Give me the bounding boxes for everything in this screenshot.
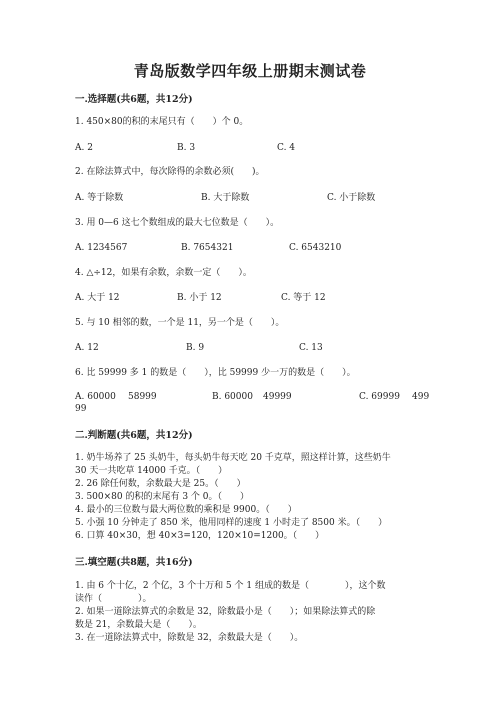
option-b: B. 小于 12 <box>177 293 222 303</box>
section-heading-choice: 一.选择题(共6题，共12分) <box>75 94 193 105</box>
judge-item-continued: 30 天一共吃草 14000 千克。（ ） <box>75 466 228 476</box>
section-heading-judge: 二.判断题(共6题，共12分) <box>75 430 193 441</box>
judge-item: 6. 口算 40×30，想 40×3=120，120×10=1200。（ ） <box>75 531 325 541</box>
option-b: B. 60000 <box>212 392 253 402</box>
fill-item: 1. 由 6 个十亿，2 个亿，3 个十万和 5 个 1 组成的数是（ ），这个数 <box>75 581 386 591</box>
fill-item-continued: 数是 21，余数最大是（ ）。 <box>75 620 202 630</box>
question-stem: 5. 与 10 相邻的数，一个是 11，另一个是（ ）。 <box>75 318 285 328</box>
option-b: B. 大于除数 <box>201 193 250 203</box>
option-b: B. 3 <box>177 143 196 153</box>
option-b-value: 49999 <box>263 392 292 402</box>
option-a: A. 等于除数 <box>75 193 124 203</box>
question-stem: 6. 比 59999 多 1 的数是（ ），比 59999 少一万的数是（ ）。 <box>75 368 356 378</box>
option-a: A. 12 <box>75 343 99 353</box>
question-stem: 3. 用 0—6 这七个数组成的最大七位数是（ ）。 <box>75 218 280 228</box>
judge-item: 1. 奶牛场养了 25 头奶牛，每头奶牛每天吃 20 千克草，照这样计算，这些奶牛 <box>75 453 391 463</box>
option-a: A. 1234567 <box>75 243 128 253</box>
section-heading-fill: 三.填空题(共8题，共16分) <box>75 557 193 568</box>
option-c: C. 4 <box>277 143 296 153</box>
option-c-value: 499 <box>412 392 430 402</box>
option-c: C. 小于除数 <box>327 193 376 203</box>
judge-item: 2. 26 除任何数，余数最大是 25。（ ） <box>75 479 246 489</box>
option-wrap: 99 <box>75 404 87 414</box>
fill-item: 2. 如果一道除法算式的余数是 32，除数最小是（ ）；如果除法算式的除 <box>75 607 376 617</box>
option-c: C. 6543210 <box>289 243 342 253</box>
option-c: C. 13 <box>299 343 323 353</box>
option-a-value: 58999 <box>128 392 157 402</box>
option-a: A. 大于 12 <box>75 293 120 303</box>
option-c: C. 等于 12 <box>281 293 326 303</box>
option-b: B. 7654321 <box>181 243 234 253</box>
question-stem: 2. 在除法算式中，每次除得的余数必须( )。 <box>75 167 265 177</box>
option-b: B. 9 <box>186 343 205 353</box>
option-a: A. 60000 <box>75 392 116 402</box>
judge-item: 4. 最小的三位数与最大两位数的乘积是 9900。（ ） <box>75 505 297 515</box>
option-c: C. 69999 <box>359 392 400 402</box>
page-title: 青岛版数学四年级上册期末测试卷 <box>133 62 367 80</box>
question-stem: 4. △÷12，如果有余数，余数一定（ ）。 <box>75 268 252 278</box>
judge-item: 3. 500×80 的积的末尾有 3 个 0。（ ） <box>75 492 250 502</box>
fill-item: 3. 在一道除法算式中，除数是 32，余数最大是（ ）。 <box>75 633 304 643</box>
option-a: A. 2 <box>75 143 93 153</box>
judge-item: 5. 小强 10 分钟走了 850 米，他用同样的速度 1 小时走了 8500 米。（ ） <box>75 518 388 528</box>
fill-item-continued: 读作（ ）。 <box>75 594 152 604</box>
question-stem: 1. 450×80的积的末尾只有（ ）个 0。 <box>75 117 249 127</box>
